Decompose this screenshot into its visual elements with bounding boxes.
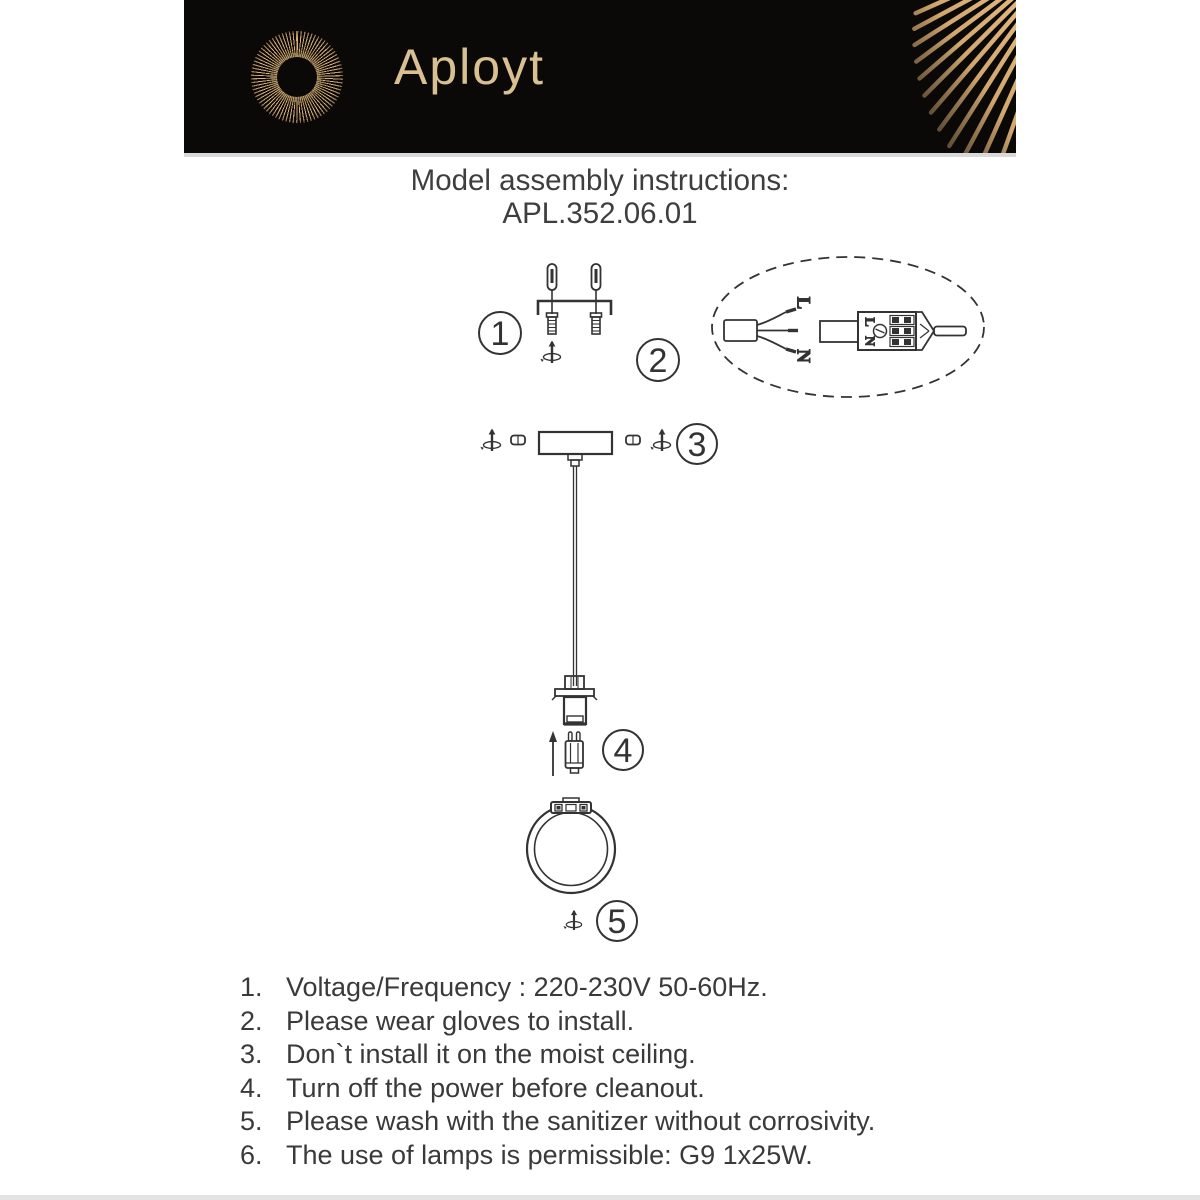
step3-canopy (480, 429, 670, 687)
list-item (240, 971, 1020, 1005)
title-line: Model assembly instructions: (410, 164, 790, 197)
g9-bulb (566, 732, 584, 773)
step-1-number: 1 (490, 315, 510, 353)
list-item (240, 1005, 1020, 1039)
rotate-screw-icon (540, 341, 560, 364)
insert-arrow-icon (549, 731, 557, 776)
list-item-number: 3. (240, 1039, 263, 1070)
step5-ring-shade (527, 798, 615, 930)
list-item (240, 1038, 1020, 1072)
step-4-number: 4 (613, 732, 633, 770)
page-bottom-edge (0, 1195, 1200, 1200)
lamp-socket (552, 676, 597, 724)
rotate-screw-icon (650, 429, 670, 452)
rotate-screw-icon (564, 910, 582, 930)
wall-anchor-icon (591, 313, 602, 334)
list-item-text: Turn off the power before cleanout. (286, 1072, 705, 1103)
list-item-number: 5. (240, 1106, 263, 1137)
screw-icon (548, 264, 557, 290)
wire-label-neutral: N (792, 349, 814, 363)
ceiling-canopy (539, 432, 612, 454)
step-2-number: 2 (648, 342, 668, 380)
step2-wiring-diagram (712, 257, 984, 397)
model-number: APL.352.06.01 (502, 197, 698, 230)
list-item (240, 1072, 1020, 1106)
terminal-block (820, 312, 966, 350)
supply-cable (724, 309, 798, 352)
rotate-screw-icon (480, 429, 500, 452)
wire-label-live: L (792, 296, 814, 310)
list-item-text: Voltage/Frequency : 220-230V 50-60Hz. (286, 972, 768, 1002)
ring-shade (527, 805, 615, 893)
step-5-badge (597, 901, 637, 941)
list-item-number: 2. (240, 1005, 263, 1036)
list-item-number: 4. (240, 1072, 263, 1103)
step-3-number: 3 (687, 426, 707, 464)
list-item-text: Please wash with the sanitizer without corrosivity. (286, 1106, 876, 1137)
list-item-text: The use of lamps is permissible: G9 1x25W. (286, 1139, 813, 1170)
step4-socket-bulb (549, 676, 597, 776)
block-label-neutral: N (861, 335, 877, 347)
list-item-text: Please wear gloves to install. (286, 1005, 635, 1036)
wall-anchor-icon (547, 313, 558, 334)
step-1-badge (479, 312, 521, 354)
step-5-number: 5 (607, 903, 627, 941)
list-item-number: 1. (240, 972, 263, 1002)
list-item (240, 1139, 1020, 1173)
list-item-number: 6. (240, 1139, 263, 1170)
list-item-text: Don`t install it on the moist ceiling. (286, 1039, 696, 1070)
screw-icon (592, 264, 601, 290)
brand-name: Aployt (394, 39, 545, 95)
step1-mounting-hardware (538, 264, 611, 363)
step-3-badge (677, 424, 717, 464)
list-item (240, 1105, 1020, 1139)
ring-top-fitting (551, 798, 591, 813)
instruction-list (240, 971, 1020, 1173)
nut-icon (626, 436, 640, 445)
step-2-badge (637, 339, 679, 381)
nut-icon (511, 436, 525, 445)
block-label-live: L (861, 317, 877, 327)
step-4-badge (603, 730, 643, 770)
